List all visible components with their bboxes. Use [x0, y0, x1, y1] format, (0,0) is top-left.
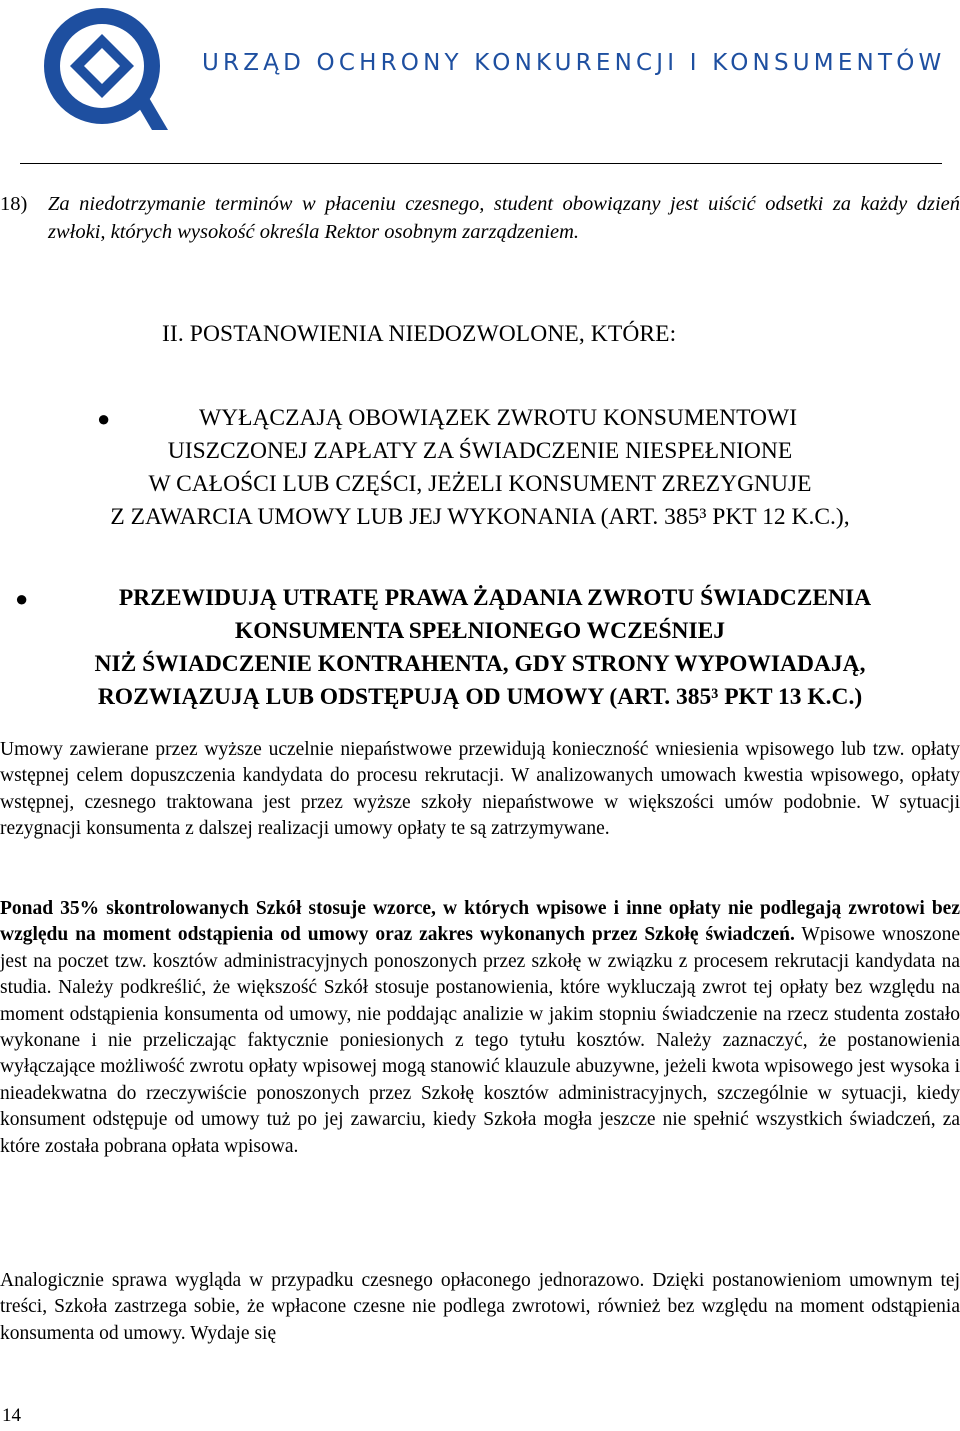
- paragraph-2-bold: Ponad 35% skontrolowanych Szkół stosuje wzorce, w których wpisowe i inne opłaty nie podlegają zwrotowi bez względu na moment odstąpienia od umowy oraz zakres wykonanych przez Szkołę świadczeń.: [0, 898, 960, 946]
- paragraph-1: Umowy zawierane przez wyższe uczelnie niepaństwowe przewidują konieczność wniesienia wpisowego lub tzw. opłaty wstępnej celem dopuszczenia kandydata do procesu rekrutacji. W analizowanych umowach kwestia wpisowego, opłaty wstępnej, czesnego traktowana jest przez wyższe szkoły niepaństwowe w większości umów podobnie. W sytuacji rezygnacji konsumenta z dalszej realizacji umowy opłaty te są zatrzymywane.: [0, 739, 960, 840]
- bullet-icon: ●: [15, 586, 29, 611]
- bullet-icon: ●: [97, 406, 111, 431]
- section-title: II. POSTANOWIENIA NIEDOZWOLONE, KTÓRE:: [162, 321, 677, 347]
- paragraph-3: Analogicznie sprawa wygląda w przypadku czesnego opłaconego jednorazowo. Dzięki postanowieniom umownym tej treści, Szkoła zastrzega sobie, że wpłacone czesne nie podlega zwrotowi, również bez względu na moment odstąpienia konsumenta od umowy. Wydaje się: [0, 1270, 960, 1344]
- bullet-item-1: [0, 402, 960, 534]
- list-item-18: [0, 190, 960, 246]
- bullet-line: Z ZAWARCIA UMOWY LUB JEJ WYKONANIA (ART. 385³ PKT 12 K.C.),: [110, 504, 850, 530]
- page-number: 14: [2, 1405, 21, 1426]
- bullet-line: NIŻ ŚWIADCZENIE KONTRAHENTA, GDY STRONY WYPOWIADAJĄ,: [94, 651, 866, 677]
- uokik-logo-icon: [40, 4, 170, 134]
- list-item-number: 18): [0, 193, 28, 215]
- bullet-item-2: [0, 582, 960, 714]
- bullet-line: KONSUMENTA SPEŁNIONEGO WCZEŚNIEJ: [234, 618, 726, 644]
- bullet-line: W CAŁOŚCI LUB CZĘŚCI, JEŻELI KONSUMENT ZREZYGNUJE: [148, 471, 812, 497]
- bullet-line: PRZEWIDUJĄ UTRATĘ PRAWA ŻĄDANIA ZWROTU ŚWIADCZENIA: [118, 585, 872, 611]
- list-item-text: Za niedotrzymanie terminów w płaceniu czesnego, student obowiązany jest uiścić odsetki za każdy dzień zwłoki, których wysokość określa Rektor osobnym zarządzeniem.: [48, 193, 960, 243]
- paragraph-2-text: Wpisowe wnoszone jest na poczet tzw. kosztów administracyjnych ponoszonych przez szkołę w związku z procesem rekrutacji kandydata na studia. Należy podkreślić, że większość Szkół stosuje postanowienia, które wykluczają zwrot tej opłaty bez względu na moment odstąpienia konsumenta od umowy, nie poddając analizie w jakim stopniu świadczenie na rzecz studenta zostało wykonane i nie przeliczając faktycznie poniesionych z tego tytułu kosztów. Należy zaznaczyć, że postanowienia wyłączające możliwość zwrotu opłaty wpisowej mogą stanowić klauzule abuzywne, jeżeli kwota wpisowego jest wysoka i nieadekwatna do rzeczywiście ponoszonych przez Szkołę kosztów administracyjnych, szczególnie w sytuacji, kiedy konsument odstępuje od umowy tuż po jej zawarciu, kiedy Szkoła mogła jeszcze nie spełnić wszystkich świadczeń, za które została pobrana opłata wpisowa.: [0, 924, 960, 1157]
- paragraph-2: [0, 896, 960, 1160]
- bullet-line: WYŁĄCZAJĄ OBOWIĄZEK ZWROTU KONSUMENTOWI: [198, 405, 798, 431]
- page-header: [0, 0, 960, 170]
- organization-name: URZĄD OCHRONY KONKURENCJI I KONSUMENTÓW: [202, 50, 946, 76]
- bullet-line: ROZWIĄZUJĄ LUB ODSTĘPUJĄ OD UMOWY (ART. 385³ PKT 13 K.C.): [97, 684, 863, 710]
- header-divider: [20, 163, 942, 164]
- bullet-line: UISZCZONEJ ZAPŁATY ZA ŚWIADCZENIE NIESPEŁNIONE: [167, 438, 793, 464]
